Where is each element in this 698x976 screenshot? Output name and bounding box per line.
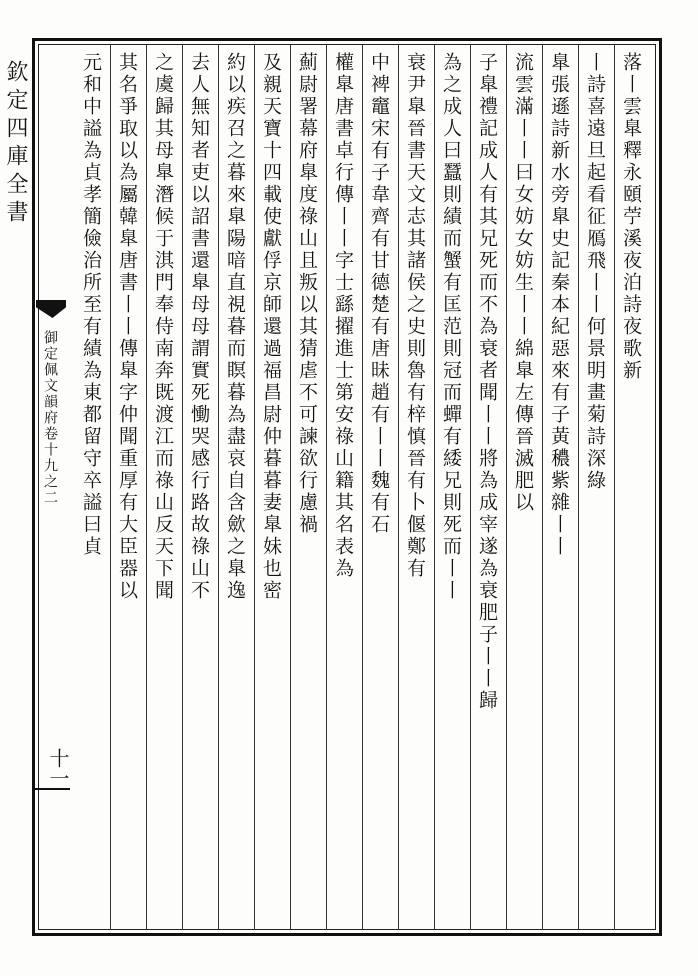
column-rule [614,44,615,930]
column-rule [470,44,471,930]
text-column-14: 之虞歸其母臯潛候于淇門奉侍南奔既渡江而祿山反天下聞 [152,52,174,602]
text-column-12: 約以疾召之暮來臯陽喑直視暮而瞑暮為盡哀自含歛之臯逸 [224,52,246,602]
text-column-3: 臯張遜詩新水旁臯史記秦本紀惡來有子黃穠紫雜丨丨 [548,52,570,558]
column-rule [398,44,399,930]
column-rule [110,44,111,930]
text-column-4: 流雲滿丨丨曰女妨女妨生丨丨綿臯左傳晉滅肥以 [512,52,534,514]
column-rule [182,44,183,930]
text-column-10: 薊尉署幕府臯度祿山且叛以其猜虐不可諫欲行慮禍 [296,52,318,536]
text-column-7: 衰尹臯晉書天文志其諸侯之史則魯有梓慎晉有卜偃鄭有 [404,52,426,580]
column-rule [542,44,543,930]
text-column-13: 去人無知者吏以詔書還臯母母謂實死慟哭感行路故祿山不 [188,52,210,602]
column-rule [146,44,147,930]
column-rule [218,44,219,930]
text-column-1: 落丨雲臯釋永頤苧溪夜泊詩夜歌新 [620,52,642,382]
column-rule [506,44,507,930]
column-rule [254,44,255,930]
text-column-11: 及親天寶十四載使獻俘京師還過福昌尉仲暮暮妻臯妹也密 [260,52,282,602]
page-number-rule [32,788,70,790]
text-column-6: 為之成人曰蠶則績而蟹有匡范則冠而蟬有緌兄則死而丨丨 [440,52,462,602]
column-rule [362,44,363,930]
text-column-9: 權臯唐書卓行傳丨丨字士繇擢進士第安祿山籍其名表為 [332,52,354,580]
text-column-2: 丨詩喜遠旦起看征鴈飛丨丨何景明畫菊詩深綠 [584,52,606,492]
column-rule [290,44,291,930]
text-column-8: 中裨竈宋有子韋齊有甘德楚有唐昧趙有丨丨魏有石 [368,52,390,536]
volume-label: 御定佩文韻府卷十九之二 [42,330,58,506]
book-title: 欽定四庫全書 [3,60,28,228]
column-rule [578,44,579,930]
text-column-5: 子臯禮記成人有其兄死而不為衰者聞丨丨將為成宰遂為衰肥子丨丨歸 [476,52,498,712]
text-column-16: 元和中謚為貞孝簡儉治所至有績為東都留守卒謚曰貞 [80,52,102,558]
page-number: 十一 [46,748,70,788]
column-rule [326,44,327,930]
column-rule [434,44,435,930]
text-column-15: 其名爭取以為屬韓臯唐書丨丨傳臯字仲聞重厚有大臣器以 [116,52,138,602]
